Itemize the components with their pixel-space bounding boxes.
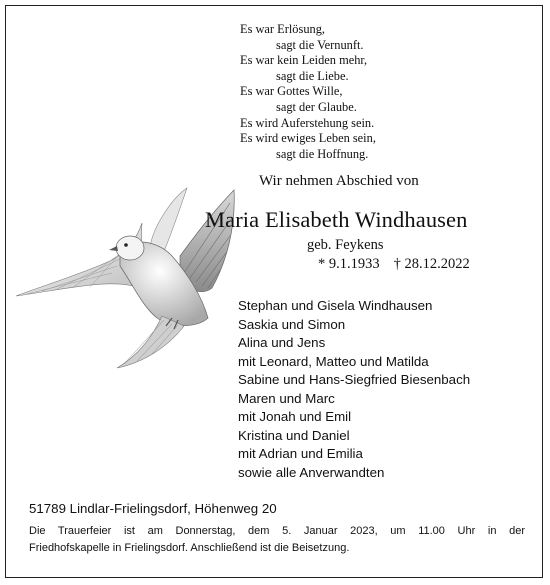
list-item: Saskia und Simon [238, 316, 346, 332]
poem-line: sagt die Hoffnung. [276, 146, 369, 161]
list-item: mit Jonah und Emil [238, 409, 352, 424]
life-dates [318, 256, 470, 273]
list-item: Sabine und Hans-Siegfried Biesenbach [238, 372, 471, 387]
poem-line: Es war Gottes Wille, [240, 84, 343, 99]
death-date: † 28.12.2022 [393, 256, 470, 272]
poem-line: Es war Erlösung, [240, 22, 325, 36]
list-item: Stephan und Gisela Windhausen [238, 298, 433, 313]
poem-line: sagt die Liebe. [276, 68, 349, 83]
list-item: sowie alle Anverwandten [238, 464, 385, 480]
mourners-list [238, 297, 470, 482]
poem-line: Es war kein Leiden mehr, [240, 53, 368, 68]
poem-line: sagt der Glaube. [276, 99, 357, 114]
deceased-name: Maria Elisabeth Windhausen [205, 207, 468, 232]
funeral-notice-line: Die Trauerfeier ist am Donnerstag, dem 5. Januar 2023, um 11.00 Uhr in der [29, 525, 525, 537]
birth-date: * 9.1.1933 [318, 256, 380, 272]
funeral-notice [29, 523, 525, 557]
list-item: mit Adrian und Emilia [238, 446, 363, 461]
list-item: mit Leonard, Matteo und Matilda [238, 353, 429, 369]
list-item: Alina und Jens [238, 335, 326, 350]
poem [240, 22, 420, 162]
farewell-intro: Wir nehmen Abschied von [259, 173, 419, 189]
poem-line: Es wird Auferstehung sein. [240, 115, 375, 130]
birth-name: geb. Feykens [307, 237, 384, 253]
poem-line: Es wird ewiges Leben sein, [240, 131, 376, 146]
funeral-notice-line: Friedhofskapelle in Frielingsdorf. Anschließend ist die Beisetzung. [29, 542, 350, 554]
list-item: Maren und Marc [238, 390, 335, 406]
list-item: Kristina und Daniel [238, 427, 350, 443]
mourning-address: 51789 Lindlar-Frielingsdorf, Höhenweg 20 [29, 501, 277, 516]
poem-line: sagt die Vernunft. [276, 37, 364, 52]
